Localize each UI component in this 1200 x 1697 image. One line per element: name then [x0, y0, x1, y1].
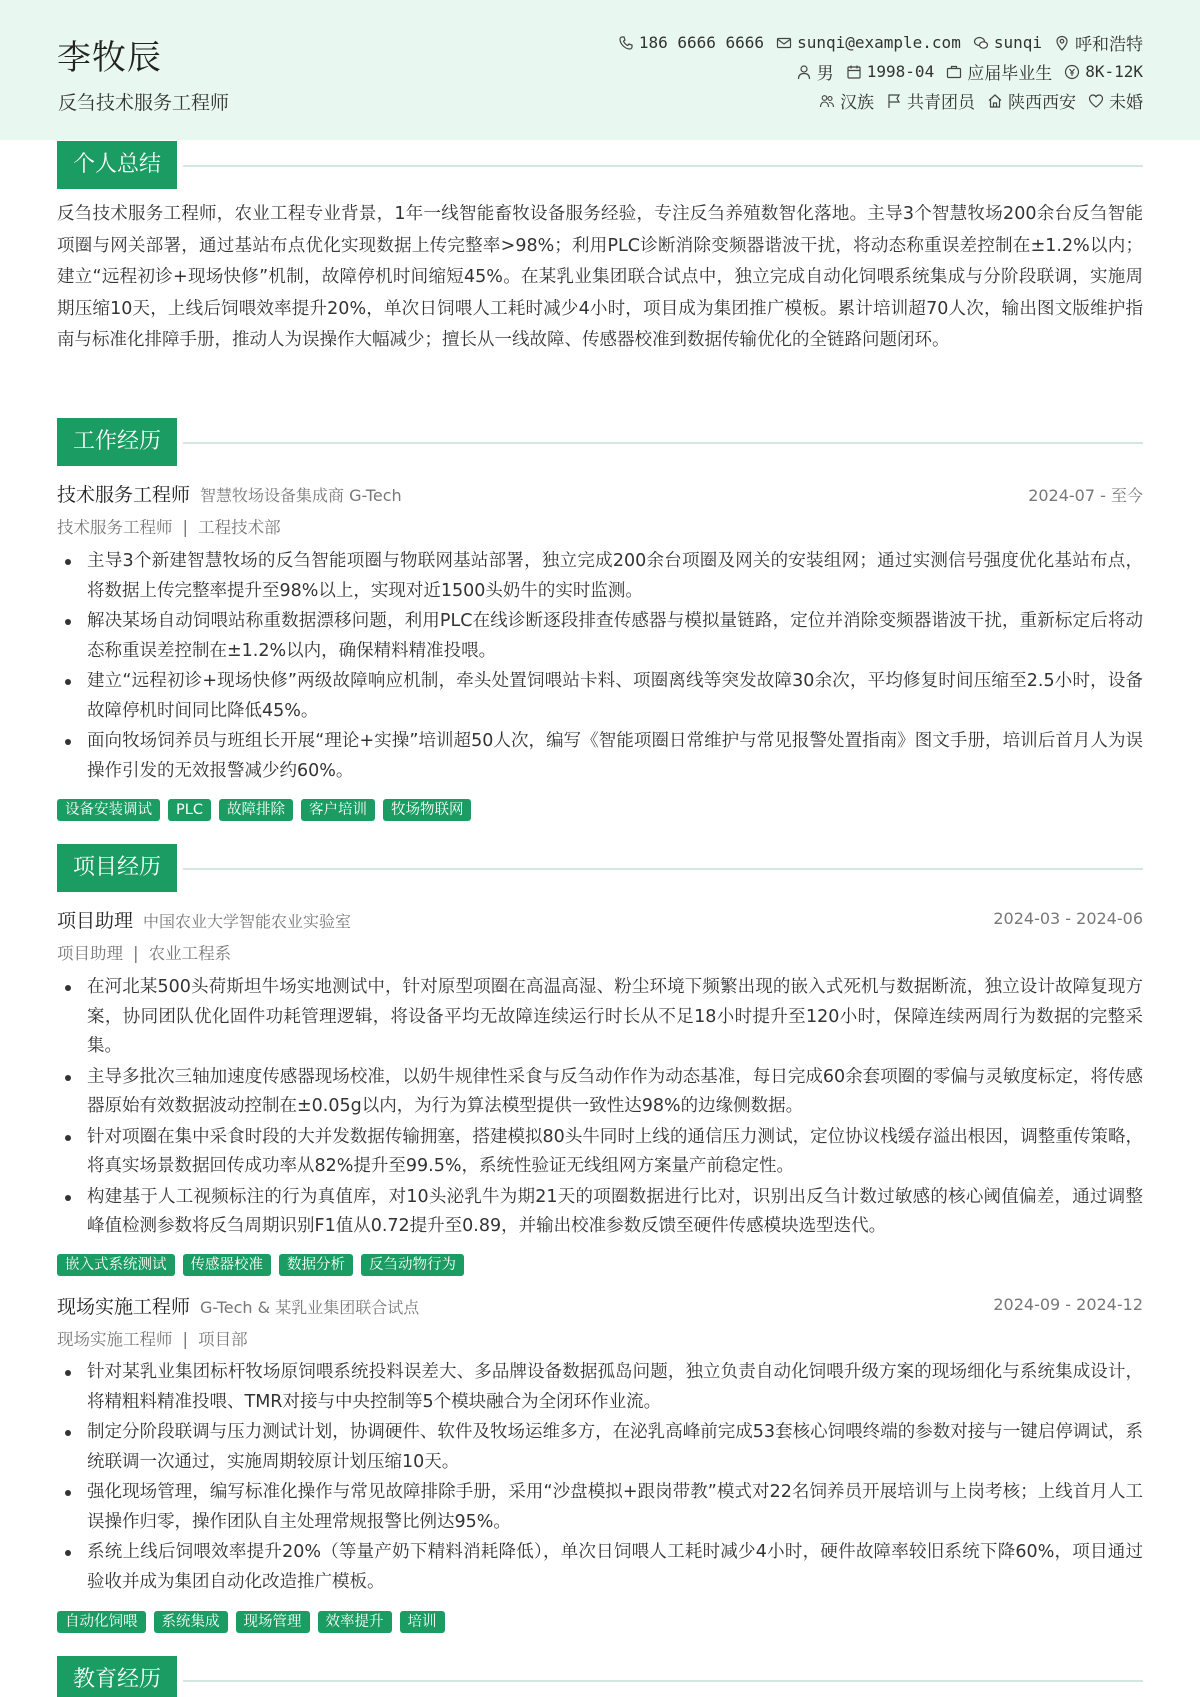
job-bullets — [57, 547, 1143, 787]
contact-political: 共青团员 — [886, 88, 975, 113]
skill-tag: 反刍动物行为 — [361, 1254, 464, 1276]
section-projects-header — [57, 844, 1143, 892]
section-divider — [183, 165, 1143, 167]
contact-salary: 8K-12K — [1064, 62, 1143, 81]
skill-tag: 效率提升 — [318, 1611, 392, 1633]
list-item: 构建基于人工视频标注的行为真值库，对10头泌乳牛为期21天的项圈数据进行比对，识别出反刍计数过敏感的核心阈值偏差，通过调整峰值检测参数将反刍周期识别F1值从0.72提升至0.89，并输出校准参数反馈至硬件传感模块选型迭代。 — [57, 1183, 1143, 1242]
list-item: 主导多批次三轴加速度传感器现场校准，以奶牛规律性采食与反刍动作作为动态基准，每日完成60余套项圈的零偏与灵敏度标定，将传感器原始有效数据波动控制在±0.05g以内，为行为算法模型提供一致性达98%的边缘侧数据。 — [57, 1063, 1143, 1122]
job-role-dept: 技术服务工程师 | 工程技术部 — [57, 518, 281, 537]
wechat-icon — [973, 35, 989, 51]
contact-row-2 — [503, 57, 1143, 86]
home-icon — [987, 93, 1003, 109]
skill-tag: 嵌入式系统测试 — [57, 1254, 175, 1276]
section-title: 工作经历 — [57, 418, 177, 466]
skill-tag: 系统集成 — [154, 1611, 228, 1633]
list-item: 制定分阶段联调与压力测试计划，协调硬件、软件及牧场运维多方，在泌乳高峰前完成53套核心饲喂终端的参数对接与一键启停调试，系统联调一次通过，实施周期较原计划压缩10天。 — [57, 1418, 1143, 1477]
contact-wechat: sunqi — [973, 33, 1042, 52]
project-bullets — [57, 1358, 1143, 1598]
calendar-icon — [846, 64, 862, 80]
project-role-dept: 项目助理 | 农业工程系 — [57, 944, 232, 963]
section-title: 教育经历 — [57, 1656, 177, 1697]
skill-tag: 培训 — [400, 1611, 445, 1633]
skill-tag: 传感器校准 — [183, 1254, 272, 1276]
project-role-dept: 现场实施工程师 | 项目部 — [57, 1330, 248, 1349]
flag-icon — [886, 93, 902, 109]
summary-text: 反刍技术服务工程师，农业工程专业背景，1年一线智能畜牧设备服务经验，专注反刍养殖数智化落地。主导3个智慧牧场200余台反刍智能项圈与网关部署，通过基站布点优化实现数据上传完整率>98%；利用PLC诊断消除变频器谐波干扰，将动态称重误差控制在±1.2%以内；建立“远程初诊+现场快修”机制，故障停机时间缩短45%。在某乳业集团联合试点中，独立完成自动化饲喂系统集成与分阶段联调，实施周期压缩10天，上线后饲喂效率提升20%，单次日饲喂人工耗时减少4小时，项目成为集团推广模板。累计培训超70人次，输出图文版维护指南与标准化排障手册，推动人为误操作大幅减少；擅长从一线故障、传感器校准到数据传输优化的全链路问题闭环。 — [57, 204, 1143, 350]
list-item: 解决某场自动饲喂站称重数据漂移问题，利用PLC在线诊断逐段排查传感器与模拟量链路，定位并消除变频器谐波干扰，重新标定后将动态称重误差控制在±1.2%以内，确保精料精准投喂。 — [57, 607, 1143, 666]
briefcase-icon — [946, 64, 962, 80]
project-date: 2024-03 - 2024-06 — [993, 909, 1143, 928]
project-title: 现场实施工程师 G-Tech & 某乳业集团联合试点 — [57, 1296, 420, 1318]
list-item: 强化现场管理，编写标准化操作与常见故障排除手册，采用“沙盘模拟+跟岗带教”模式对22名饲养员开展培训与上岗考核；上线首月人工误操作归零，操作团队自主处理常规报警比例达95%。 — [57, 1478, 1143, 1537]
job-tags — [57, 799, 479, 821]
project-org: 中国农业大学智能农业实验室 — [143, 912, 352, 931]
contact-gender: 男 — [796, 59, 834, 84]
resume-header — [0, 0, 1200, 140]
contact-phone: 186 6666 6666 — [618, 33, 764, 52]
skill-tag: 自动化饲喂 — [57, 1611, 146, 1633]
section-divider — [183, 442, 1143, 444]
job-org: 智慧牧场设备集成商 G-Tech — [200, 486, 402, 505]
contact-info — [503, 28, 1143, 115]
section-summary-header — [57, 141, 1143, 189]
project-bullets — [57, 973, 1143, 1243]
phone-icon — [618, 35, 634, 51]
section-education-header — [57, 1656, 1143, 1697]
list-item: 针对项圈在集中采食时段的大并发数据传输拥塞，搭建模拟80头牛同时上线的通信压力测试，定位协议栈缓存溢出根因，调整重传策略，将真实场景数据回传成功率从82%提升至99.5%，系统性验证无线组网方案量产前稳定性。 — [57, 1123, 1143, 1182]
contact-location: 呼和浩特 — [1054, 30, 1143, 55]
contact-row-1 — [503, 28, 1143, 57]
mail-icon — [776, 35, 792, 51]
list-item: 系统上线后饲喂效率提升20%（等量产奶下精料消耗降低），单次日饲喂人工耗时减少4小时，硬件故障率较旧系统下降60%，项目通过验收并成为集团自动化改造推广模板。 — [57, 1538, 1143, 1597]
section-work-header — [57, 418, 1143, 466]
section-title: 个人总结 — [57, 141, 177, 189]
skill-tag: 数据分析 — [279, 1254, 353, 1276]
project-org: G-Tech & 某乳业集团联合试点 — [200, 1298, 420, 1317]
contact-marital: 未婚 — [1088, 88, 1143, 113]
salary-icon — [1064, 64, 1080, 80]
skill-tag: 现场管理 — [236, 1611, 310, 1633]
project-tags — [57, 1254, 472, 1276]
contact-email[interactable]: sunqi@example.com — [776, 33, 961, 52]
project-title: 项目助理 中国农业大学智能农业实验室 — [57, 910, 352, 932]
section-divider — [183, 1680, 1143, 1682]
candidate-title: 反刍技术服务工程师 — [58, 92, 230, 114]
skill-tag: PLC — [168, 799, 211, 821]
ethnicity-icon — [819, 93, 835, 109]
list-item: 面向牧场饲养员与班组长开展“理论+实操”培训超50人次，编写《智能项圈日常维护与常见报警处置指南》图文手册，培训后首月人为误操作引发的无效报警减少约60%。 — [57, 727, 1143, 786]
list-item: 主导3个新建智慧牧场的反刍智能项圈与物联网基站部署，独立完成200余台项圈及网关的安装组网；通过实测信号强度优化基站布点，将数据上传完整率提升至98%以上，实现对近1500头奶牛的实时监测。 — [57, 547, 1143, 606]
skill-tag: 设备安装调试 — [57, 799, 160, 821]
location-icon — [1054, 35, 1070, 51]
heart-icon — [1088, 93, 1104, 109]
contact-ethnicity: 汉族 — [819, 88, 874, 113]
list-item: 在河北某500头荷斯坦牛场实地测试中，针对原型项圈在高温高湿、粉尘环境下频繁出现的嵌入式死机与数据断流，独立设计故障复现方案，协同团队优化固件功耗管理逻辑，将设备平均无故障连续运行时长从不足18小时提升至120小时，保障连续两周行为数据的完整采集。 — [57, 973, 1143, 1062]
project-date: 2024-09 - 2024-12 — [993, 1295, 1143, 1314]
project-tags — [57, 1611, 453, 1633]
skill-tag: 故障排除 — [219, 799, 293, 821]
list-item: 针对某乳业集团标杆牧场原饲喂系统投料误差大、多品牌设备数据孤岛问题，独立负责自动化饲喂升级方案的现场细化与系统集成设计，将精粗料精准投喂、TMR对接与中央控制等5个模块融合为全闭环作业流。 — [57, 1358, 1143, 1417]
job-date: 2024-07 - 至今 — [1028, 486, 1143, 505]
contact-status: 应届毕业生 — [946, 59, 1052, 84]
skill-tag: 牧场物联网 — [383, 799, 472, 821]
section-title: 项目经历 — [57, 844, 177, 892]
contact-birth: 1998-04 — [846, 62, 934, 81]
contact-row-3 — [503, 86, 1143, 115]
skill-tag: 客户培训 — [301, 799, 375, 821]
list-item: 建立“远程初诊+现场快修”两级故障响应机制，牵头处置饲喂站卡料、项圈离线等突发故障30余次，平均修复时间压缩至2.5小时，设备故障停机时间同比降低45%。 — [57, 667, 1143, 726]
person-icon — [796, 64, 812, 80]
section-divider — [183, 868, 1143, 870]
contact-hometown: 陕西西安 — [987, 88, 1076, 113]
job-title: 技术服务工程师 智慧牧场设备集成商 G-Tech — [57, 484, 402, 506]
candidate-name: 李牧辰 — [57, 38, 162, 78]
